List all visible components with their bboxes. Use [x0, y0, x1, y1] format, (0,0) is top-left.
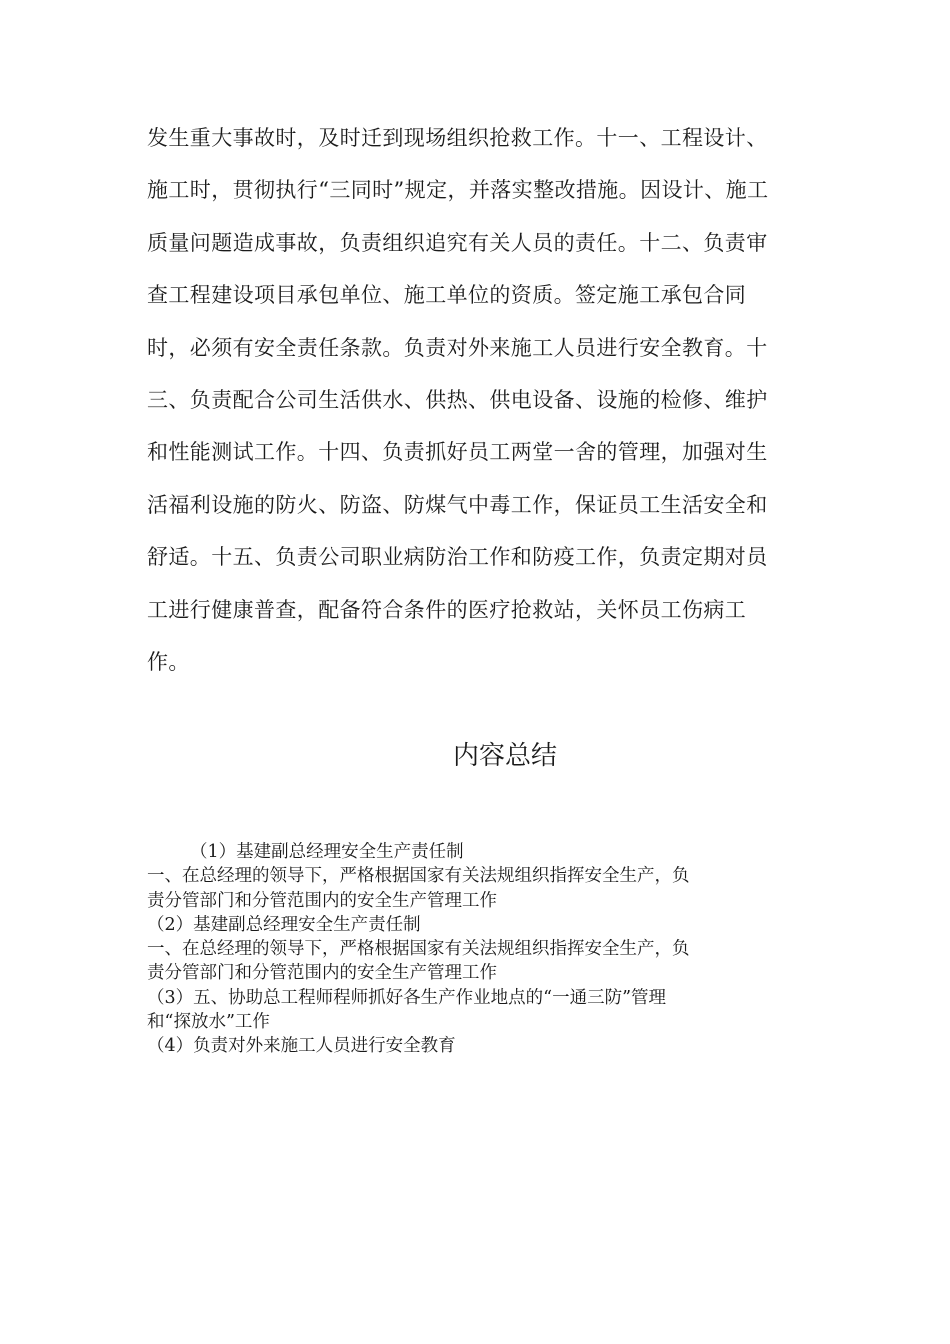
- summary-item-heading: （2）基建副总经理安全生产责任制: [147, 914, 421, 935]
- body-line: 施工时，贯彻执行“三同时”规定，并落实整改措施。因设计、施工: [147, 178, 769, 203]
- body-line: 活福利设施的防火、防盗、防煤气中毒工作，保证员工生活安全和: [147, 492, 768, 517]
- body-line: 舒适。十五、负责公司职业病防治工作和防疫工作，负责定期对员: [147, 545, 768, 570]
- summary-line: 责分管部门和分管范围内的安全生产管理工作: [147, 963, 497, 984]
- summary-item-heading: （3）五、协助总工程师程师抓好各生产作业地点的“一通三防”管理: [147, 987, 667, 1008]
- body-line: 发生重大事故时，及时迁到现场组织抢救工作。十一、工程设计、: [147, 126, 768, 150]
- body-line: 查工程建设项目承包单位、施工单位的资质。签定施工承包合同: [147, 283, 747, 308]
- body-line: 三、负责配合公司生活供水、供热、供电设备、设施的检修、维护: [147, 387, 768, 412]
- summary-line: 一、在总经理的领导下，严格根据国家有关法规组织指挥安全生产，负: [147, 866, 690, 887]
- summary-line: 和“探放水”工作: [147, 1012, 270, 1033]
- summary-line: 一、在总经理的领导下，严格根据国家有关法规组织指挥安全生产，负: [147, 939, 690, 960]
- summary-title: 内容总结: [452, 741, 557, 771]
- body-paragraph: [147, 118, 807, 694]
- body-line: 和性能测试工作。十四、负责抓好员工两堂一舍的管理，加强对生: [147, 440, 768, 465]
- body-line: 作。: [147, 649, 190, 674]
- summary-item-heading: （4）负责对外来施工人员进行安全教育: [147, 1036, 456, 1057]
- body-line: 时，必须有安全责任条款。负责对外来施工人员进行安全教育。十: [147, 335, 768, 360]
- summary-item-heading: （1）基建副总经理安全生产责任制: [190, 842, 464, 862]
- summary-line: 责分管部门和分管范围内的安全生产管理工作: [147, 890, 497, 911]
- body-line: 工进行健康普查，配备符合条件的医疗抢救站，关怀员工伤病工: [147, 597, 747, 622]
- body-line: 质量问题造成事故，负责组织追究有关人员的责任。十二、负责审: [147, 230, 768, 255]
- summary-list: [147, 840, 807, 1059]
